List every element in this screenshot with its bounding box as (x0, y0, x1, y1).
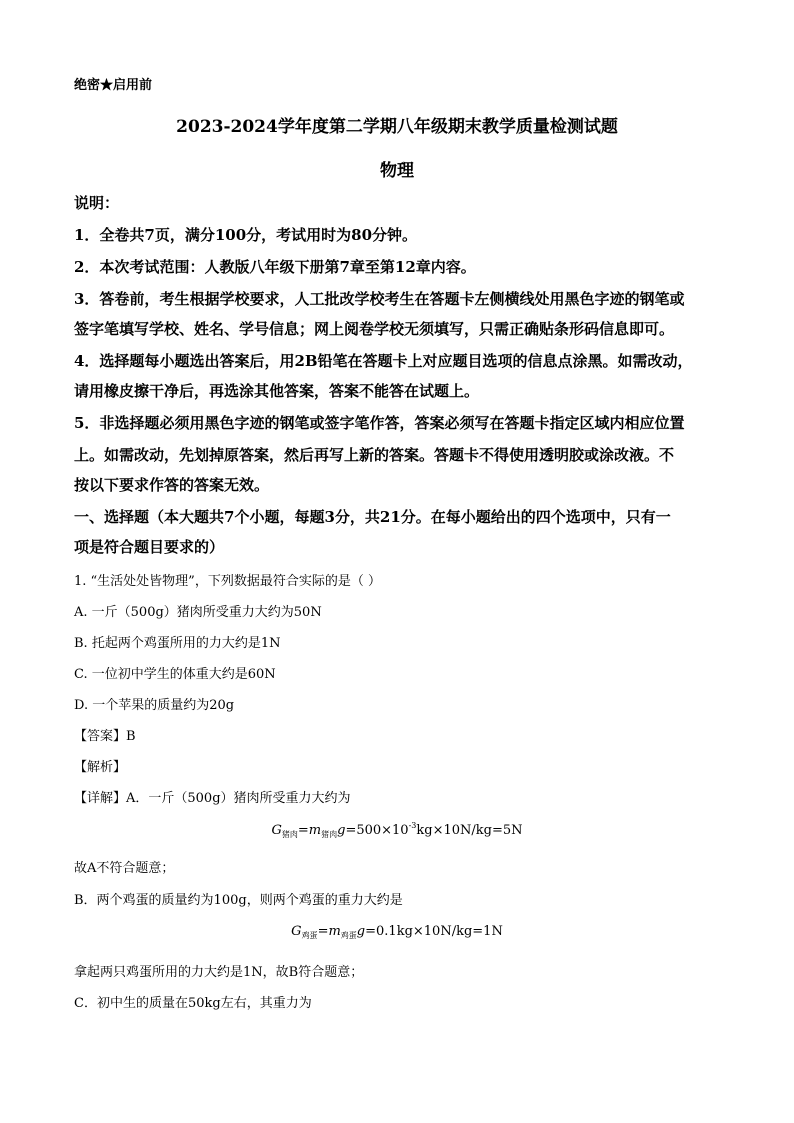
answer-label: 【答案】B (74, 729, 136, 744)
option-a: A. 一斤（500g）猪肉所受重力大约为50N (74, 605, 322, 620)
instruction-line: 4．选择题每小题选出答案后，用2B铅笔在答题卡上对应题目选项的信息点涂黑。如需改动， (74, 352, 693, 370)
exam-title: 2023-2024学年度第二学期八年级期末教学质量检测试题 (176, 117, 618, 137)
analysis-label: 【解析】 (74, 760, 127, 775)
conclusion-b: 拿起两只鸡蛋所用的力大约是1N，故B符合题意； (74, 965, 364, 980)
instruction-line: 请用橡皮擦干净后，再选涂其他答案，答案不能答在试题上。 (74, 382, 480, 400)
instruction-line: 签字笔填写学校、姓名、学号信息；网上阅卷学校无须填写，只需正确贴条形码信息即可。 (74, 320, 675, 338)
instruction-line: 上。如需改动，先划掉原答案，然后再写上新的答案。答题卡不得使用透明胶或涂改液。不 (74, 446, 675, 464)
instruction-line: 1．全卷共7页，满分100分，考试用时为80分钟。 (74, 226, 418, 244)
instruction-line: 2．本次考试范围：人教版八年级下册第7章至第12章内容。 (74, 258, 476, 276)
formula-egg-weight: $G_{鸡蛋}=m_{鸡蛋}g=0.1kg\times 10N/kg=1N$ (291, 924, 503, 940)
instruction-line: 按以下要求作答的答案无效。 (74, 476, 270, 494)
instruction-line: 5．非选择题必须用黑色字迹的钢笔或签字笔作答，答案必须写在答题卡指定区域内相应位置 (74, 414, 685, 432)
option-c: C. 一位初中学生的体重大约是60N (74, 667, 276, 682)
formula-pork-weight: $G_{猪肉}=m_{猪肉}g=500\times 10^{-3}kg\times 10N/kg=5N$ (271, 821, 523, 839)
confidential-label: 绝密★启用前 (74, 78, 153, 93)
option-b-explanation: B．两个鸡蛋的质量约为100g，则两个鸡蛋的重力大约是 (74, 893, 403, 908)
section-heading: 项是符合题目要求的） (74, 538, 225, 556)
option-d: D. 一个苹果的质量约为20g (74, 698, 235, 713)
section-heading: 一、选择题（本大题共7个小题，每题3分，共21分。在每小题给出的四个选项中，只有一 (74, 508, 671, 526)
subject-title: 物理 (380, 161, 414, 181)
conclusion-a: 故A不符合题意； (74, 861, 175, 876)
instruction-line: 3．答卷前，考生根据学校要求，人工批改学校考生在答题卡左侧横线处用黑色字迹的钢笔或 (74, 290, 685, 308)
option-c-explanation: C．初中生的质量在50kg左右，其重力为 (74, 996, 312, 1011)
question-stem: 1. “生活处处皆物理”，下列数据最符合实际的是（ ） (74, 574, 381, 589)
detail-line: 【详解】A．一斤（500g）猪肉所受重力大约为 (74, 791, 351, 806)
instructions-heading: 说明： (74, 194, 120, 212)
option-b: B. 托起两个鸡蛋所用的力大约是1N (74, 636, 281, 651)
